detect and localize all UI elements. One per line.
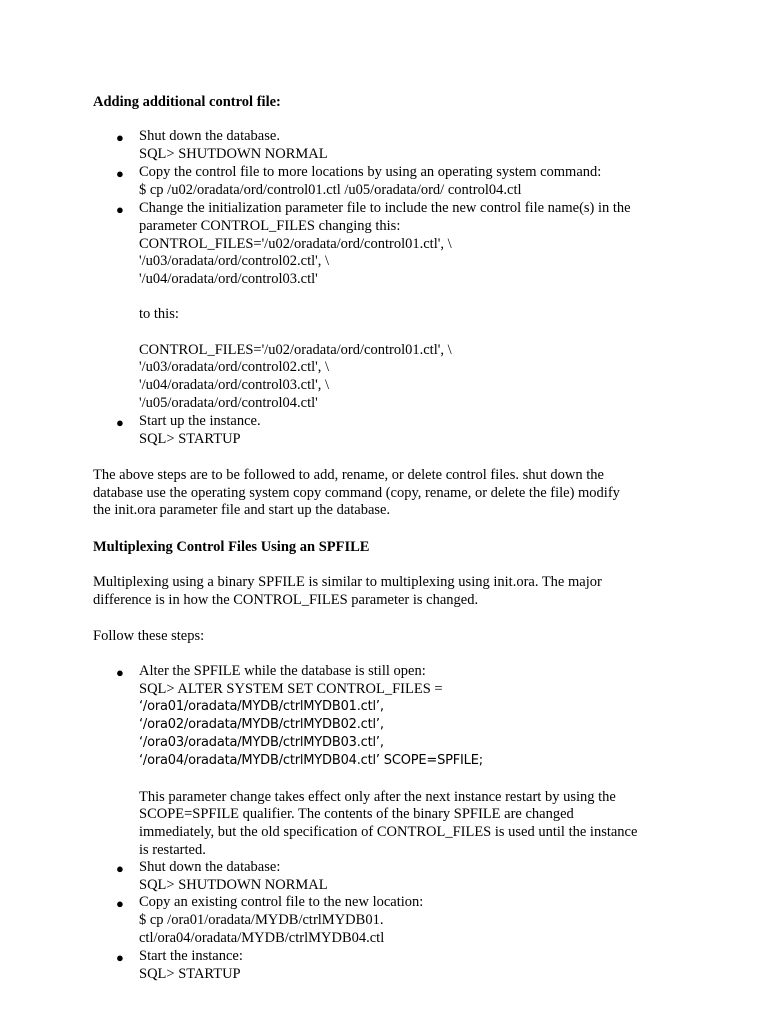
list-item-line: Alter the SPFILE while the database is still open: xyxy=(139,663,426,679)
command-line: ctl/ora04/oradata/MYDB/ctrlMYDB04.ctl xyxy=(139,930,385,946)
code-line: '/u04/oradata/ord/control03.ctl', \ xyxy=(139,377,330,393)
list-item-line: SCOPE=SPFILE qualifier. The contents of the binary SPFILE are changed xyxy=(139,806,574,822)
intro-paragraph-line: difference is in how the CONTROL_FILES parameter is changed. xyxy=(93,592,479,608)
command-line: SQL> SHUTDOWN NORMAL xyxy=(139,877,328,893)
list-item-line: is restarted. xyxy=(139,842,206,858)
code-line: '/u04/oradata/ord/control03.ctl' xyxy=(139,271,318,287)
command-line: SQL> STARTUP xyxy=(139,966,241,982)
bullet-icon: ● xyxy=(116,896,124,911)
bullet-icon: ● xyxy=(116,166,124,181)
command-line: $ cp /ora01/oradata/MYDB/ctrlMYDB01. xyxy=(139,912,384,928)
list-item-line: Start the instance: xyxy=(139,948,243,964)
code-line: CONTROL_FILES='/u02/oradata/ord/control01.ctl', \ xyxy=(139,342,452,358)
list-item-line: Change the initialization parameter file to include the new control file name(s) in the xyxy=(139,200,631,216)
list-item-line: to this: xyxy=(139,306,179,322)
bullet-icon: ● xyxy=(116,202,124,217)
list-item-line: immediately, but the old specification of CONTROL_FILES is used until the instance xyxy=(139,824,638,840)
follow-steps-text: Follow these steps: xyxy=(93,628,205,644)
list-item-line: This parameter change takes effect only after the next instance restart by using the xyxy=(139,789,616,805)
list-item-line: Shut down the database. xyxy=(139,128,280,144)
intro-paragraph-line: Multiplexing using a binary SPFILE is similar to multiplexing using init.ora. The major xyxy=(93,574,602,590)
summary-paragraph-line: the init.ora parameter file and start up the database. xyxy=(93,502,391,518)
command-line: SQL> STARTUP xyxy=(139,431,241,447)
bullet-icon: ● xyxy=(116,130,124,145)
list-item-line: Start up the instance. xyxy=(139,413,261,429)
summary-paragraph-line: The above steps are to be followed to add, rename, or delete control files. shut down the xyxy=(93,467,604,483)
bullet-icon: ● xyxy=(116,861,124,876)
summary-paragraph-line: database use the operating system copy command (copy, rename, or delete the file) modify xyxy=(93,485,620,501)
bullet-icon: ● xyxy=(116,415,124,430)
section-heading-adding-control-file: Adding additional control file: xyxy=(93,94,281,110)
command-line: $ cp /u02/oradata/ord/control01.ctl /u05/oradata/ord/ control04.ctl xyxy=(139,182,522,198)
command-line: SQL> ALTER SYSTEM SET CONTROL_FILES = xyxy=(139,681,443,697)
code-line: ‘/ora03/oradata/MYDB/ctrlMYDB03.ctl’, xyxy=(139,735,384,750)
section-heading-multiplexing-spfile: Multiplexing Control Files Using an SPFILE xyxy=(93,539,370,555)
code-line: ‘/ora01/oradata/MYDB/ctrlMYDB01.ctl’, xyxy=(139,699,384,714)
bullet-icon: ● xyxy=(116,950,124,965)
code-line: ‘/ora04/oradata/MYDB/ctrlMYDB04.ctl’ SCOPE=SPFILE; xyxy=(139,753,483,768)
code-line: CONTROL_FILES='/u02/oradata/ord/control01.ctl', \ xyxy=(139,236,452,252)
list-item-line: Shut down the database: xyxy=(139,859,281,875)
list-item-line: Copy an existing control file to the new location: xyxy=(139,894,424,910)
list-item-line: parameter CONTROL_FILES changing this: xyxy=(139,218,401,234)
code-line: ‘/ora02/oradata/MYDB/ctrlMYDB02.ctl’, xyxy=(139,717,384,732)
bullet-icon: ● xyxy=(116,665,124,680)
code-line: '/u03/oradata/ord/control02.ctl', \ xyxy=(139,359,330,375)
code-line: '/u03/oradata/ord/control02.ctl', \ xyxy=(139,253,330,269)
code-line: '/u05/oradata/ord/control04.ctl' xyxy=(139,395,318,411)
list-item-line: Copy the control file to more locations by using an operating system command: xyxy=(139,164,602,180)
command-line: SQL> SHUTDOWN NORMAL xyxy=(139,146,328,162)
